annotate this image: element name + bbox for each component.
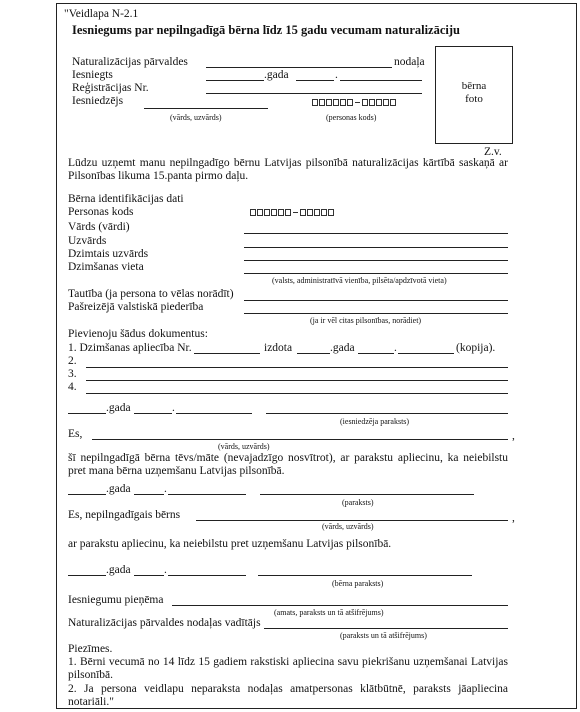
doc2-field[interactable]	[86, 367, 508, 368]
parent-dot: .	[164, 483, 167, 495]
minor-dot: .	[164, 564, 167, 576]
minor-comma: ,	[512, 512, 515, 524]
doc4-number: 4.	[68, 381, 77, 393]
sign1-year-word: .gada	[106, 402, 131, 414]
parent-signature-hint: (paraksts)	[342, 498, 374, 507]
accepted-field[interactable]	[172, 605, 508, 606]
minor-name-hint: (vārds, uzvārds)	[322, 522, 374, 531]
doc3-field[interactable]	[86, 380, 508, 381]
sign1-month-field[interactable]	[176, 413, 252, 414]
sign1-day-field[interactable]	[134, 413, 172, 414]
submitted-year-field[interactable]	[206, 80, 264, 81]
head-label: Naturalizācijas pārvaldes nodaļas vadītājs	[68, 617, 261, 629]
doc1-day-field[interactable]	[358, 353, 394, 354]
office-field[interactable]	[206, 67, 392, 68]
doc1-number-field[interactable]	[194, 353, 260, 354]
photo-label-1: bērna	[461, 80, 487, 92]
applicant-name-hint: (vārds, uzvārds)	[170, 113, 222, 122]
applicant-code-hint: (personas kods)	[326, 113, 377, 122]
citizenship-field[interactable]	[244, 313, 508, 314]
parent-comma: ,	[512, 430, 515, 442]
minor-statement: ar parakstu apliecinu, ka neiebilstu pret uzņemšanu Latvijas pilsonībā.	[68, 538, 392, 550]
office-suffix: nodaļa	[394, 56, 425, 68]
minor-year-word: .gada	[106, 564, 131, 576]
applicant-signature-field[interactable]	[266, 413, 508, 414]
child-name-label: Vārds (vārdi)	[68, 221, 130, 233]
note-2: 2. Ja persona veidlapu neparaksta nodaļas amatpersonas klātbūtnē, paraksts jāapliecina notariāli."	[68, 683, 508, 708]
submitted-year-word: .gada	[264, 69, 289, 81]
reg-field[interactable]	[206, 93, 422, 94]
child-heading: Bērna identifikācijas dati	[68, 193, 184, 205]
doc2-number: 2.	[68, 355, 77, 367]
applicant-label: Iesniedzējs	[72, 95, 124, 107]
parent-name-hint: (vārds, uzvārds)	[218, 442, 270, 451]
office-label: Naturalizācijas pārvaldes	[72, 56, 188, 68]
sign1-dot: .	[172, 402, 175, 414]
parent-es: Es,	[68, 428, 83, 440]
doc1-prefix: 1. Dzimšanas apliecība Nr.	[68, 342, 192, 354]
doc4-field[interactable]	[86, 393, 508, 394]
submitted-label: Iesniegts	[72, 69, 113, 81]
applicant-signature-hint: (iesniedzēja paraksts)	[340, 417, 410, 426]
citizenship-label: Pašreizējā valstiskā piederība	[68, 301, 204, 313]
child-birthplace-field[interactable]	[244, 273, 508, 274]
stamp-label: Z.v.	[484, 146, 502, 158]
submitted-day-field[interactable]	[296, 80, 334, 81]
applicant-code-boxes[interactable]	[312, 99, 396, 106]
accepted-hint: (amats, paraksts un tā atšifrējums)	[274, 608, 384, 617]
parent-year-word: .gada	[106, 483, 131, 495]
head-signature-hint: (paraksts un tā atšifrējums)	[340, 631, 427, 640]
child-birth-surname-field[interactable]	[244, 260, 508, 261]
doc1-month-field[interactable]	[398, 353, 454, 354]
parent-month-field[interactable]	[168, 494, 246, 495]
nationality-label: Tautība (ja persona to vēlas norādīt)	[68, 288, 234, 300]
accepted-label: Iesniegumu pieņēma	[68, 594, 164, 606]
reg-label: Reģistrācijas Nr.	[72, 82, 149, 94]
child-photo-box	[435, 46, 513, 144]
submitted-dot: .	[335, 69, 338, 81]
doc1-year-field[interactable]	[297, 353, 330, 354]
intro-text: Lūdzu uzņemt manu nepilngadīgo bērnu Latvijas pilsonībā naturalizācijas kārtībā saskaņā ar Pilsonības likuma 15.panta pirmo daļu.	[68, 157, 508, 182]
sign1-year-field[interactable]	[68, 413, 106, 414]
parent-name-field[interactable]	[92, 439, 508, 440]
minor-year-field[interactable]	[68, 575, 106, 576]
citizenship-hint: (ja ir vēl citas pilsonības, norādiet)	[310, 316, 422, 325]
child-surname-field[interactable]	[244, 247, 508, 248]
photo-label-2: foto	[465, 93, 483, 105]
parent-signature-field[interactable]	[260, 494, 474, 495]
doc3-number: 3.	[68, 368, 77, 380]
nationality-field[interactable]	[244, 300, 508, 301]
submitted-month-field[interactable]	[340, 80, 422, 81]
doc1-year-word: .gada	[330, 342, 355, 354]
child-birthplace-label: Dzimšanas vieta	[68, 261, 144, 273]
minor-day-field[interactable]	[134, 575, 164, 576]
minor-name-field[interactable]	[196, 520, 508, 521]
child-code-boxes[interactable]	[250, 209, 334, 216]
doc1-dot: .	[394, 342, 397, 354]
applicant-name-field[interactable]	[144, 108, 268, 109]
parent-statement: šī nepilngadīgā bērna tēvs/māte (nevajadzīgo nosvītrot), ar parakstu apliecinu, ka neiebilstu pret mana bērna uzņemšanu Latvijas pilsonībā.	[68, 452, 508, 477]
notes-heading: Piezīmes.	[68, 643, 113, 655]
doc1-issued: izdota	[264, 342, 293, 354]
minor-signature-field[interactable]	[258, 575, 472, 576]
parent-day-field[interactable]	[134, 494, 164, 495]
note-1: 1. Bērni vecumā no 14 līdz 15 gadiem rakstiski apliecina savu piekrišanu uzņemšanai Latvijas pilsonībā.	[68, 656, 508, 681]
head-signature-field[interactable]	[264, 628, 508, 629]
form-id: "Veidlapa N-2.1	[64, 8, 139, 20]
doc1-copy: (kopija).	[456, 342, 496, 354]
minor-month-field[interactable]	[168, 575, 246, 576]
parent-year-field[interactable]	[68, 494, 106, 495]
child-birth-surname-label: Dzimtais uzvārds	[68, 248, 149, 260]
birthplace-hint: (valsts, administratīvā vienība, pilsēta/apdzīvotā vieta)	[272, 276, 447, 285]
child-surname-label: Uzvārds	[68, 235, 107, 247]
minor-label: Es, nepilngadīgais bērns	[68, 509, 181, 521]
docs-heading: Pievienoju šādus dokumentus:	[68, 328, 208, 340]
child-name-field[interactable]	[244, 233, 508, 234]
minor-signature-hint: (bērna paraksts)	[332, 579, 384, 588]
child-code-label: Personas kods	[68, 206, 134, 218]
form-title: Iesniegums par nepilngadīgā bērna līdz 15 gadu vecumam naturalizāciju	[72, 23, 460, 37]
